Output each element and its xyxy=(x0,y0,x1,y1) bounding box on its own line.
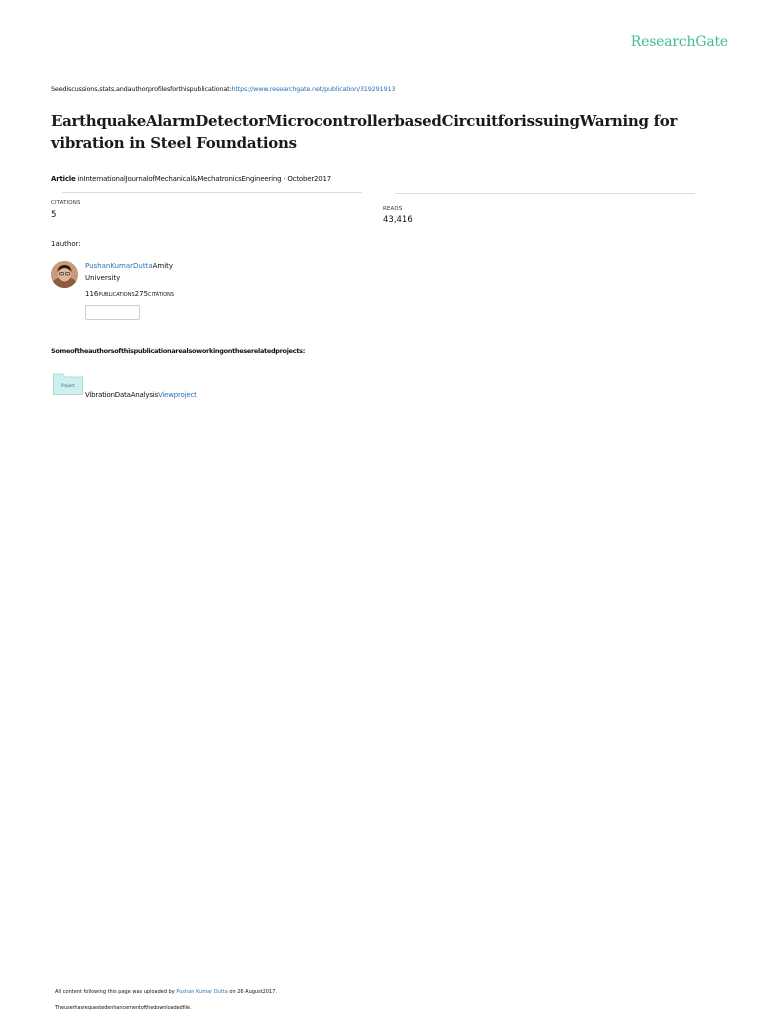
author-citations-count: 275 xyxy=(134,290,149,298)
article-title: EarthquakeAlarmDetectorMicrocontrollerbasedCircuitforissuingWarning for vibration in Steel Foundations xyxy=(51,112,678,152)
upload-prefix: All content following this page was uploaded by xyxy=(55,989,177,995)
authors-header: 1author: xyxy=(51,240,81,248)
person-icon xyxy=(51,261,78,288)
article-meta xyxy=(51,175,331,183)
author-affiliation: Amity xyxy=(152,262,174,270)
citations-value: 5 xyxy=(51,210,57,220)
enhancement-note: Theuserhasrequestedenhancementofthedownloadedfile. xyxy=(55,1005,192,1011)
divider-left xyxy=(62,192,362,193)
divider-right xyxy=(395,193,695,194)
citations-label: CITATIONS xyxy=(51,200,81,206)
see-discussions-prefix: Seediscussions,stats,andauthorprofilesforthispublicationat: xyxy=(51,85,232,93)
author-name-line xyxy=(85,262,173,270)
reads-label: READS xyxy=(383,206,403,212)
author-publications-count: 116 xyxy=(85,290,99,298)
upload-note xyxy=(55,989,277,995)
author-affiliation-line2: University xyxy=(85,274,121,282)
related-projects-header: Someoftheauthorsofthispublicationarealsoworkingontheserelatedprojects: xyxy=(51,347,305,355)
author-follow-button[interactable] xyxy=(85,305,140,320)
author-citations-label: CITATIONS xyxy=(148,292,175,298)
uploader-link[interactable]: Pushan Kumar Dutta xyxy=(176,989,228,995)
reads-value: 43,416 xyxy=(383,215,413,225)
article-type-label: Article xyxy=(51,175,76,183)
project-folder-icon xyxy=(53,373,83,395)
project-name: VibrationDataAnalysis xyxy=(85,391,158,399)
view-project-link[interactable]: Viewproject xyxy=(157,391,197,399)
publication-url-link[interactable]: https://www.researchgate.net/publication/319291913 xyxy=(231,85,396,93)
project-icon-label: Project xyxy=(61,383,75,388)
see-discussions-line xyxy=(51,85,395,93)
author-stats xyxy=(85,290,174,298)
project-entry xyxy=(85,391,197,399)
researchgate-logo[interactable]: ResearchGate xyxy=(630,34,728,50)
author-publications-label: PUBLICATIONS xyxy=(98,292,135,298)
author-avatar[interactable] xyxy=(51,261,78,288)
article-venue: inInternationalJournalofMechanical&MechatronicsEngineering · October2017 xyxy=(75,175,332,183)
author-name-link[interactable]: PushanKumarDutta xyxy=(85,262,153,270)
upload-suffix: on 26 August2017. xyxy=(227,989,277,995)
